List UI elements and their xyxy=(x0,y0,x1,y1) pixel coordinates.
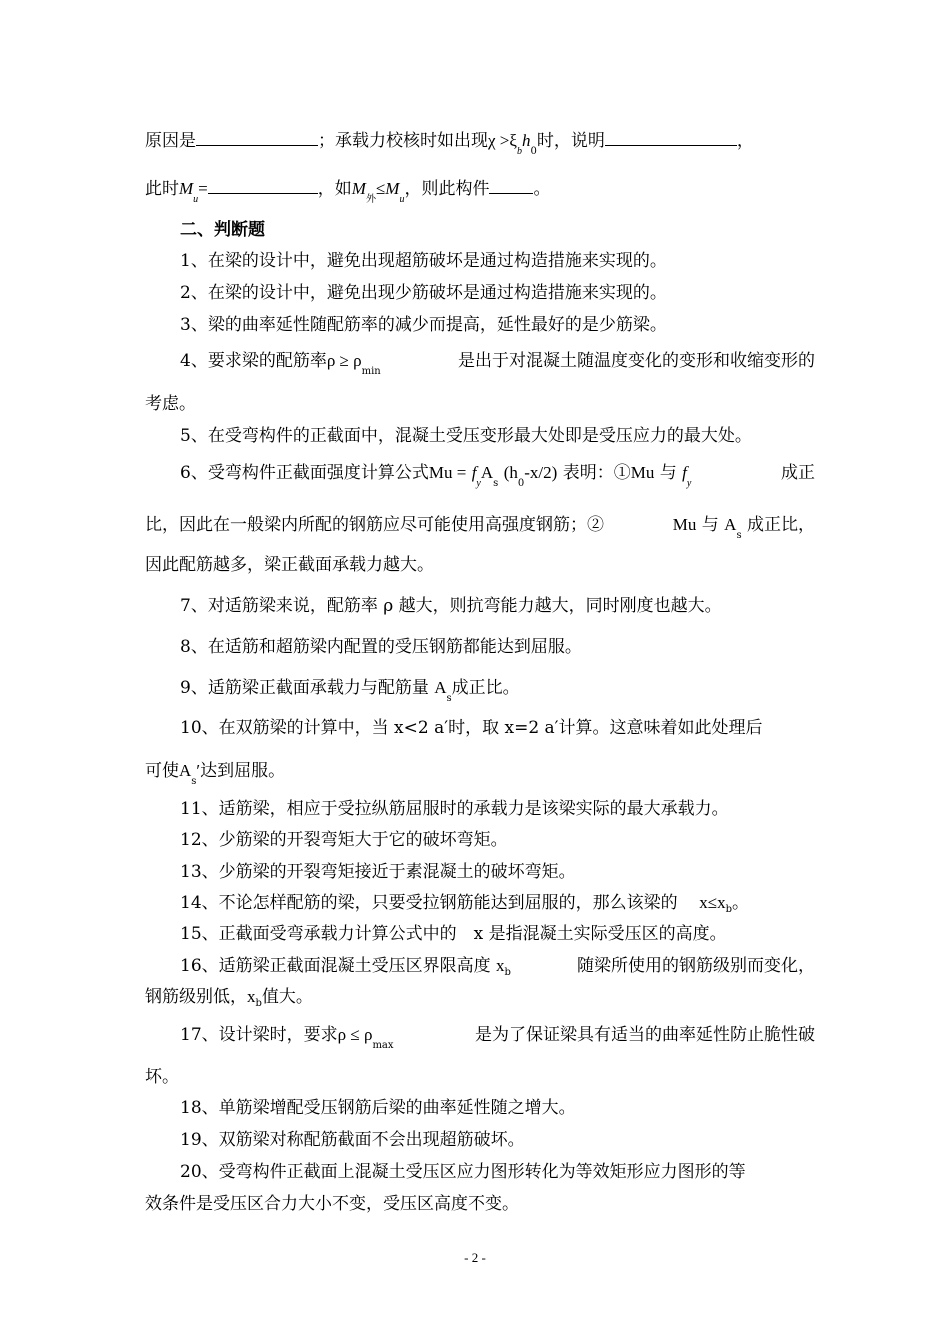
formula: M xyxy=(179,179,194,198)
item-4-cont: 考虑。 xyxy=(145,394,196,414)
formula: = xyxy=(198,179,208,198)
text: 原因是 xyxy=(145,131,196,151)
item-17-cont: 坏。 xyxy=(145,1067,179,1087)
text: 表明：① xyxy=(562,463,631,483)
text: 14、不论怎样配筋的梁，只要受拉钢筋能达到屈服的，那么该梁的 xyxy=(180,893,678,913)
item-9 xyxy=(180,677,815,702)
text: 4、要求梁的配筋率 xyxy=(180,351,327,371)
text: 17、设计梁时，要求 xyxy=(180,1025,338,1045)
formula: A xyxy=(724,515,737,534)
item-5: 5、在受弯构件的正截面中，混凝土受压变形最大处即是受压应力的最大处。 xyxy=(180,426,752,446)
formula: f xyxy=(682,463,687,482)
formula: Mu = xyxy=(428,463,467,482)
formula: -x/2) xyxy=(524,463,558,482)
item-1: 1、在梁的设计中，避免出现超筋破坏是通过构造措施来实现的。 xyxy=(180,251,667,271)
formula: h xyxy=(521,131,531,150)
text: 成正 xyxy=(781,463,815,483)
formula: A xyxy=(480,463,494,482)
answer-blank xyxy=(489,177,533,194)
subscript: y xyxy=(476,478,481,489)
page-number: - 2 - xyxy=(464,1250,486,1265)
text: 。 xyxy=(533,179,551,199)
formula: x xyxy=(496,956,505,975)
answer-blank xyxy=(196,129,318,146)
formula: ρ ≥ ρ xyxy=(326,351,362,370)
item-6 xyxy=(180,462,815,487)
formula: χ >ξ xyxy=(488,131,517,150)
text: 比，因此在一般梁内所配的钢筋应尽可能使用高强度钢筋；② xyxy=(145,515,604,535)
text: 是出于对混凝土随温度变化的变形和收缩变形的 xyxy=(458,351,815,371)
item-16-cont xyxy=(145,986,815,1011)
subscript: b xyxy=(516,146,522,157)
subscript: 0 xyxy=(530,146,537,157)
item-14 xyxy=(180,892,815,917)
item-2: 2、在梁的设计中，避免出现少筋破坏是通过构造措施来实现的。 xyxy=(180,283,667,303)
formula: Mu xyxy=(630,463,655,482)
item-19: 19、双筋梁对称配筋截面不会出现超筋破坏。 xyxy=(180,1130,525,1150)
formula: ≤ xyxy=(375,179,386,198)
subscript: b xyxy=(725,904,733,915)
text: 随梁所使用的钢筋级别而变化， xyxy=(577,956,815,976)
text: ， xyxy=(736,131,754,151)
item-20: 20、受弯构件正截面上混凝土受压区应力图形转化为等效矩形应力图形的等 xyxy=(180,1162,746,1182)
formula: Mu xyxy=(672,515,697,534)
item-20-cont: 效条件是受压区合力大小不变，受压区高度不变。 xyxy=(145,1194,519,1214)
subscript: b xyxy=(504,967,511,978)
text: ；承载力校核时如出现 xyxy=(318,131,488,151)
formula: (h xyxy=(503,463,518,482)
item-13: 13、少筋梁的开裂弯矩接近于素混凝土的破坏弯矩。 xyxy=(180,862,576,882)
item-15: 15、正截面受弯承载力计算公式中的 x 是指混凝土实际受压区的高度。 xyxy=(180,924,727,944)
answer-blank xyxy=(605,129,737,146)
subscript: max xyxy=(372,1040,394,1051)
line-2 xyxy=(145,177,815,203)
item-16 xyxy=(180,955,815,980)
text: ，则此构件 xyxy=(404,179,490,199)
text: 与 xyxy=(659,463,677,483)
formula: M xyxy=(385,179,400,198)
formula: A xyxy=(434,678,447,697)
text: 与 xyxy=(701,515,719,535)
subscript: 0 xyxy=(517,478,525,489)
subscript: 外 xyxy=(365,194,376,205)
text: 钢筋级别低， xyxy=(145,987,247,1007)
text: 。 xyxy=(732,893,750,913)
item-11: 11、适筋梁，相应于受拉纵筋屈服时的承载力是该梁实际的最大承载力。 xyxy=(180,799,729,819)
formula: A xyxy=(179,761,192,780)
item-3: 3、梁的曲率延性随配筋率的减少而提高，延性最好的是少筋梁。 xyxy=(180,315,667,335)
subscript: u xyxy=(193,194,199,205)
text: 此时 xyxy=(145,179,179,199)
text: 可使 xyxy=(145,761,179,781)
answer-blank xyxy=(208,177,318,194)
item-10-cont xyxy=(145,760,815,785)
formula: f xyxy=(471,463,477,482)
subscript: y xyxy=(686,478,692,489)
formula: x xyxy=(247,987,256,1006)
text: 16、适筋梁正截面混凝土受压区界限高度 xyxy=(180,956,491,976)
text: 是为了保证梁具有适当的曲率延性防止脆性破 xyxy=(475,1025,815,1045)
text: ，如 xyxy=(317,179,352,199)
item-4 xyxy=(180,350,815,375)
line-1 xyxy=(145,129,815,155)
subscript: s xyxy=(446,693,452,704)
text: 成正比， xyxy=(747,515,815,535)
text: 达到屈服。 xyxy=(200,761,286,781)
item-6-cont xyxy=(145,514,815,539)
item-12: 12、少筋梁的开裂弯矩大于它的破坏弯矩。 xyxy=(180,830,508,850)
formula: x≤x xyxy=(699,893,726,912)
section-title: 二、判断题 xyxy=(180,220,265,240)
subscript: min xyxy=(361,366,381,377)
text: 时，说明 xyxy=(536,131,605,151)
subscript: s xyxy=(736,530,742,541)
subscript: b xyxy=(255,998,262,1009)
subscript: s xyxy=(191,776,197,787)
text: 成正比。 xyxy=(451,678,520,698)
text: 6、受弯构件正截面强度计算公式 xyxy=(180,463,429,483)
item-17 xyxy=(180,1024,815,1049)
text: 值大。 xyxy=(261,987,313,1007)
formula: ρ ≤ ρ xyxy=(337,1025,373,1044)
subscript: s xyxy=(493,478,499,489)
formula: ′ xyxy=(196,761,201,780)
formula: M xyxy=(351,179,366,198)
text: 9、适筋梁正截面承载力与配筋量 xyxy=(180,678,429,698)
item-18: 18、单筋梁增配受压钢筋后梁的曲率延性随之增大。 xyxy=(180,1098,576,1118)
subscript: u xyxy=(399,194,405,205)
item-8: 8、在适筋和超筋梁内配置的受压钢筋都能达到屈服。 xyxy=(180,637,582,657)
item-10: 10、在双筋梁的计算中，当 x<2 a′时，取 x=2 a′计算。这意味着如此处理后 xyxy=(180,718,763,738)
item-7: 7、对适筋梁来说，配筋率 ρ 越大，则抗弯能力越大，同时刚度也越大。 xyxy=(180,596,722,616)
item-6-cont2: 因此配筋越多，梁正截面承载力越大。 xyxy=(145,555,434,575)
